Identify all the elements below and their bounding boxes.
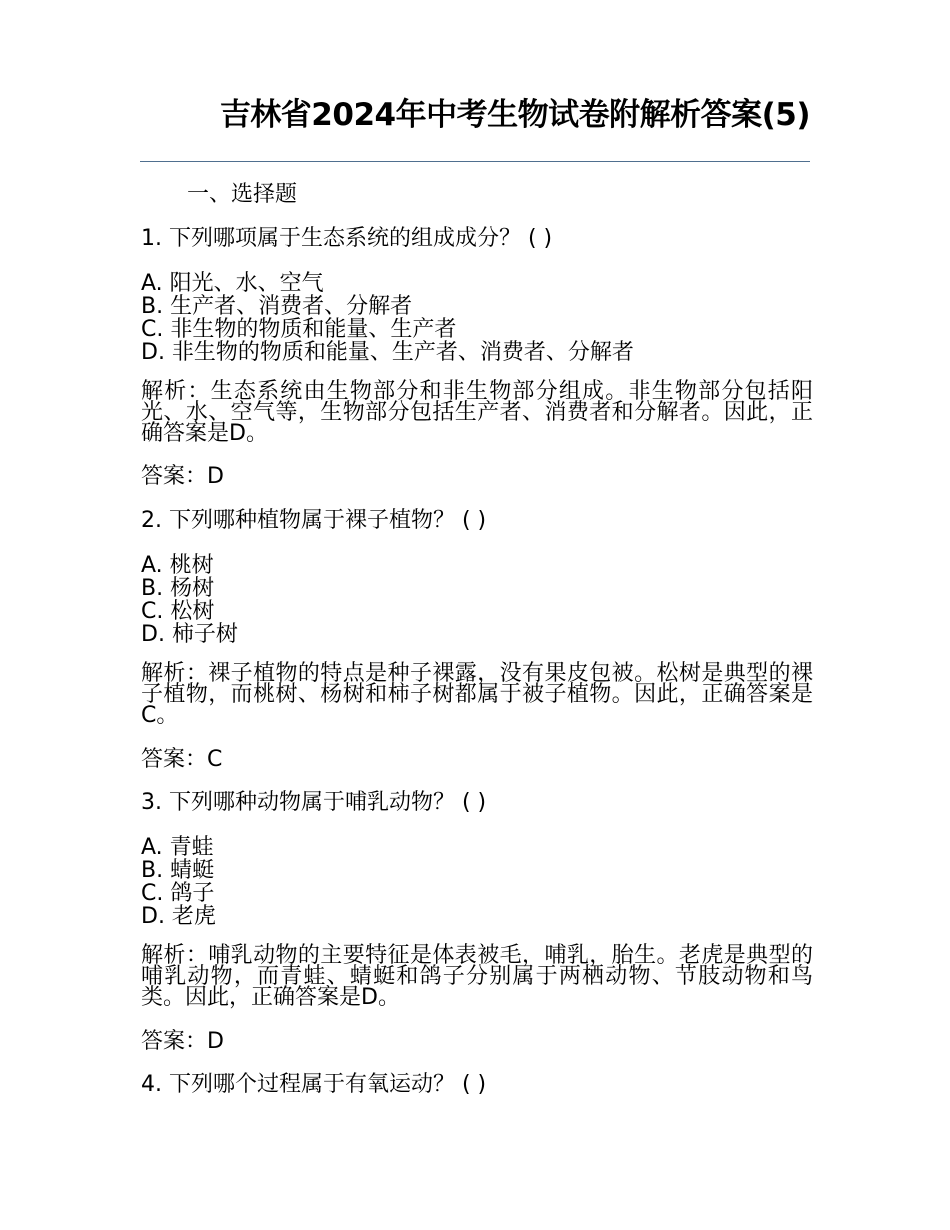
question-1-stem: 1. 下列哪项属于生态系统的组成成分？ ( )	[141, 226, 553, 251]
option-a: A. 桃树	[141, 553, 214, 578]
question-4-stem: 4. 下列哪个过程属于有氧运动？ ( )	[141, 1072, 487, 1097]
option-b: B. 蜻蜓	[141, 858, 215, 883]
option-c: C. 鸽子	[141, 881, 215, 906]
question-1-options	[141, 272, 634, 364]
option-b: B. 杨树	[141, 576, 215, 601]
question-2-analysis: 解析：裸子植物的特点是种子裸露，没有果皮包被。松树是典型的裸子植物，而桃树、杨树和柿子树都属于被子植物。因此，正确答案是C。	[141, 661, 813, 728]
option-a: A. 青蛙	[141, 835, 214, 860]
question-2-stem: 2. 下列哪种植物属于裸子植物？ ( )	[141, 508, 487, 533]
option-a: A. 阳光、水、空气	[141, 271, 324, 296]
section-heading: 一、选择题	[187, 182, 298, 207]
title-underline	[140, 161, 810, 162]
question-3-answer: 答案：D	[141, 1029, 224, 1054]
question-3-stem: 3. 下列哪种动物属于哺乳动物？ ( )	[141, 790, 487, 815]
option-d: D. 柿子树	[141, 622, 238, 647]
question-2-answer: 答案：C	[141, 747, 223, 772]
option-c: C. 非生物的物质和能量、生产者	[141, 317, 457, 342]
question-3-options	[141, 836, 216, 928]
option-d: D. 非生物的物质和能量、生产者、消费者、分解者	[141, 340, 634, 365]
question-3-analysis: 解析：哺乳动物的主要特征是体表被毛，哺乳，胎生。老虎是典型的哺乳动物，而青蛙、蜻蜓和鸽子分别属于两栖动物、节肢动物和鸟类。因此，正确答案是D。	[141, 943, 813, 1010]
question-1-answer: 答案：D	[141, 464, 224, 489]
question-2-options	[141, 554, 238, 646]
option-d: D. 老虎	[141, 904, 216, 929]
document-title: 吉林省2024年中考生物试卷附解析答案(5)	[219, 97, 810, 133]
question-1-analysis: 解析：生态系统由生物部分和非生物部分组成。非生物部分包括阳光、水、空气等，生物部分包括生产者、消费者和分解者。因此，正确答案是D。	[141, 379, 813, 446]
option-b: B. 生产者、消费者、分解者	[141, 294, 413, 319]
option-c: C. 松树	[141, 599, 215, 624]
